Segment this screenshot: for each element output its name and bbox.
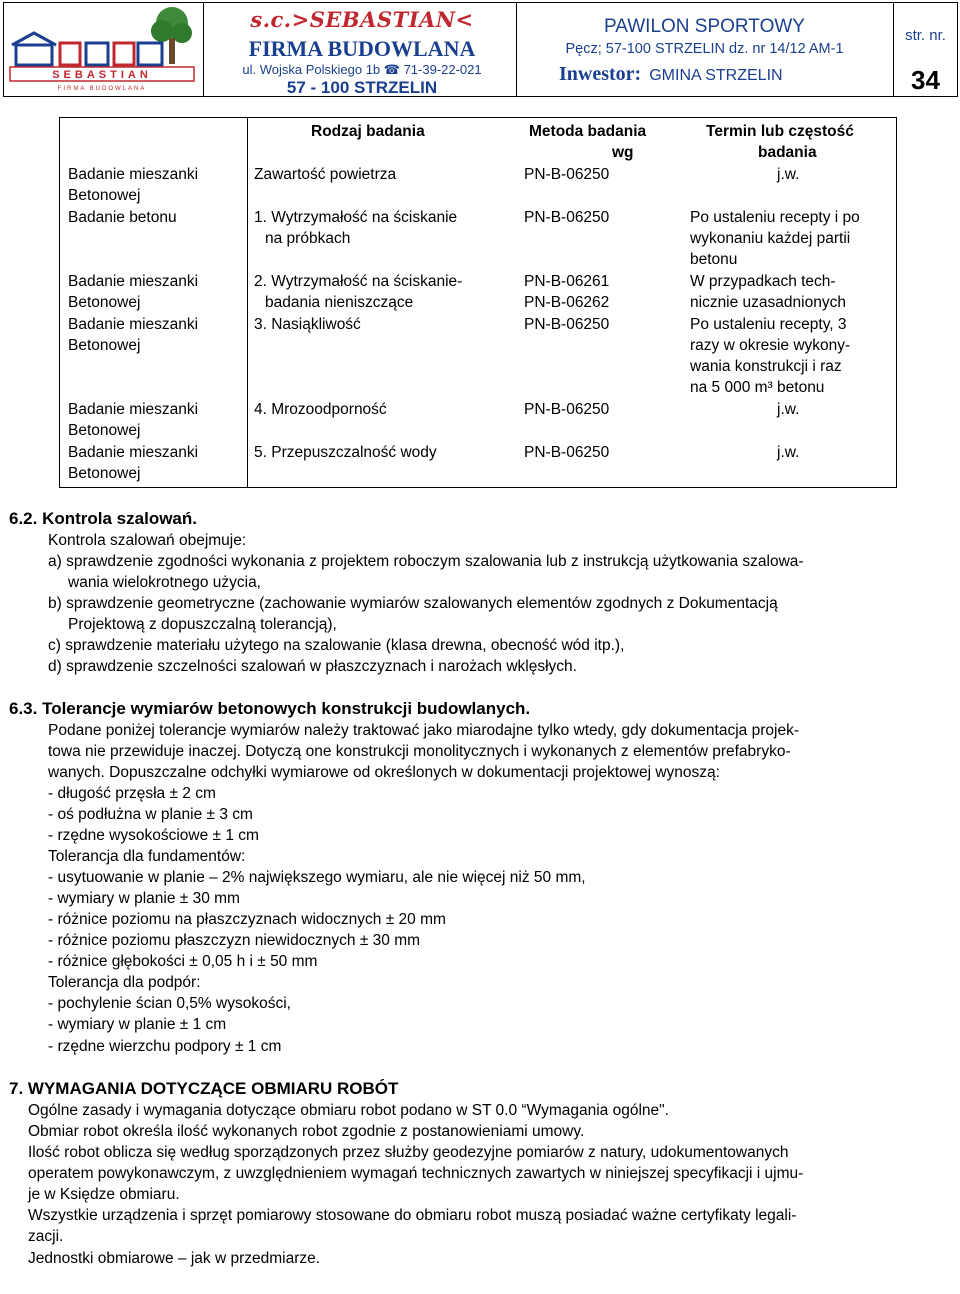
table-cell: Badanie betonu <box>68 209 177 226</box>
table-cell: PN-B-06250 <box>524 316 610 333</box>
table-cell: Betonowej <box>68 337 141 354</box>
paragraph-line: Tolerancja dla fundamentów: <box>48 848 246 865</box>
table-cell: Betonowej <box>68 187 141 204</box>
firm-address: ul. Wojska Polskiego 1b ☎ 71-39-22-021 <box>242 62 482 77</box>
list-item: - pochylenie ścian 0,5% wysokości, <box>48 995 291 1012</box>
list-item: - wymiary w planie ± 1 cm <box>48 1016 227 1033</box>
section-heading: 6.3. Tolerancje wymiarów betonowych konstrukcji budowlanych. <box>9 699 531 718</box>
paragraph-line: operatem powykonawczym, z uwzględnieniem wymagań technicznych zawartych w niniejszej specyfikacji i ujmu- <box>28 1165 804 1182</box>
table-cell: Zawartość powietrza <box>254 166 397 183</box>
table-cell: 2. Wytrzymałość na ściskanie- <box>254 273 463 290</box>
table-cell: Badanie mieszanki <box>68 401 199 418</box>
tests-table <box>59 117 897 488</box>
investor-label: Inwestor: <box>559 63 642 85</box>
paragraph-line: Kontrola szalowań obejmuje: <box>48 532 247 549</box>
project-location: Pęcz; 57-100 STRZELIN dz. nr 14/12 AM-1 <box>565 41 844 57</box>
list-item: - długość przęsła ± 2 cm <box>48 785 216 802</box>
investor <box>559 63 783 86</box>
paragraph-line: je w Księdze obmiaru. <box>28 1186 180 1203</box>
table-cell: na 5 000 m³ betonu <box>690 379 825 396</box>
table-cell: razy w okresie wykony- <box>690 337 851 354</box>
table-cell: badania nieniszczące <box>265 294 414 311</box>
list-item: - różnice głębokości ± 0,05 h i ± 50 mm <box>48 953 318 970</box>
table-cell: 4. Mrozoodporność <box>254 401 387 418</box>
investor-value: GMINA STRZELIN <box>649 67 783 84</box>
header-method: Metoda badania <box>529 123 647 140</box>
paragraph-line: Ilość robot oblicza się według sporządzonych przez służby geodezyjne pomiarów z natury, udokumentowanych <box>28 1144 789 1161</box>
table-cell: W przypadkach tech- <box>690 273 836 290</box>
section-heading: 7. WYMAGANIA DOTYCZĄCE OBMIARU ROBÓT <box>9 1079 399 1098</box>
page-header <box>3 2 958 97</box>
table-cell: na próbkach <box>265 230 351 247</box>
table-cell: Badanie mieszanki <box>68 316 199 333</box>
table-cell: Badanie mieszanki <box>68 166 199 183</box>
table-cell: Badanie mieszanki <box>68 444 199 461</box>
paragraph-line: Projektową z dopuszczalną tolerancją), <box>68 616 337 633</box>
table-cell: wania konstrukcji i raz <box>690 358 842 375</box>
table-cell: PN-B-06250 <box>524 444 610 461</box>
paragraph-line: Jednostki obmiarowe – jak w przedmiarze. <box>28 1250 321 1267</box>
header-term-2: badania <box>758 144 817 161</box>
table-cell: Betonowej <box>68 422 141 439</box>
list-item: - różnice poziomu płaszczyzn niewidocznych ± 30 mm <box>48 932 421 949</box>
section-heading: 6.2. Kontrola szalowań. <box>9 509 197 528</box>
paragraph-line: b) sprawdzenie geometryczne (zachowanie wymiarów szalowanych elementów zgodnych z Dokumentacją <box>48 595 778 612</box>
paragraph-line: Tolerancja dla podpór: <box>48 974 201 991</box>
company-info <box>204 3 517 96</box>
list-item: - różnice poziomu na płaszczyznach widocznych ± 20 mm <box>48 911 446 928</box>
paragraph-line: Ogólne zasady i wymagania dotyczące obmiaru robot podano w ST 0.0 “Wymagania ogólne". <box>28 1102 669 1119</box>
table-cell: Po ustaleniu recepty, 3 <box>690 316 847 333</box>
project-info <box>517 3 894 96</box>
logo-graphic <box>4 3 200 95</box>
brand-name: s.c.>SEBASTIAN< <box>250 7 474 32</box>
firm-name: FIRMA BUDOWLANA <box>248 36 476 61</box>
table-cell: Po ustaleniu recepty i po <box>690 209 860 226</box>
table-cell: PN-B-06261 <box>524 273 610 290</box>
table-cell: PN-B-06262 <box>524 294 610 311</box>
table-cell: PN-B-06250 <box>524 401 610 418</box>
company-logo <box>4 3 204 96</box>
table-cell: wykonaniu każdej partii <box>690 230 851 247</box>
table-cell: 5. Przepuszczalność wody <box>254 444 437 461</box>
table-cell: betonu <box>690 251 738 268</box>
table-cell: 3. Nasiąkliwość <box>254 316 361 333</box>
page-label: str. nr. <box>905 27 946 44</box>
list-item: - wymiary w planie ± 30 mm <box>48 890 240 907</box>
page-number-box <box>894 3 957 96</box>
paragraph-line: Wszystkie urządzenia i sprzęt pomiarowy stosowane do obmiaru robot muszą posiadać ważne certyfikaty legali- <box>28 1207 797 1224</box>
table-cell: nicznie uzasadnionych <box>690 294 846 311</box>
paragraph-line: wania wielokrotnego użycia, <box>68 574 261 591</box>
table-cell: 1. Wytrzymałość na ściskanie <box>254 209 458 226</box>
paragraph-line: zacji. <box>28 1228 64 1245</box>
table-cell: j.w. <box>777 166 800 183</box>
paragraph-line: a) sprawdzenie zgodności wykonania z projektem roboczym szalowania lub z instrukcją użytkowania szalowa- <box>48 553 804 570</box>
firm-city: 57 - 100 STRZELIN <box>286 78 438 97</box>
table-cell: Betonowej <box>68 465 141 482</box>
svg-text:SEBASTIAN: SEBASTIAN <box>52 69 152 81</box>
table-cell: Betonowej <box>68 294 141 311</box>
header-term: Termin lub częstość <box>706 123 854 140</box>
header-kind: Rodzaj badania <box>311 123 425 140</box>
table-cell: PN-B-06250 <box>524 166 610 183</box>
header-method-wg: wg <box>612 144 634 161</box>
table-cell: PN-B-06250 <box>524 209 610 226</box>
svg-text:FIRMA BUDOWLANA: FIRMA BUDOWLANA <box>57 86 147 92</box>
table-cell: j.w. <box>777 444 800 461</box>
list-item: - rzędne wierzchu podpory ± 1 cm <box>48 1038 282 1055</box>
paragraph-line: d) sprawdzenie szczelności szalowań w płaszczyznach i narożach wklęsłych. <box>48 658 577 675</box>
paragraph-line: towa nie przewiduje inaczej. Dotyczą one konstrukcji monolitycznych i wykonanych z elementów prefabryko- <box>48 743 791 760</box>
paragraph-line: Obmiar robot określa ilość wykonanych robot zgodnie z postanowieniami umowy. <box>28 1123 585 1140</box>
page-number: 34 <box>911 65 940 95</box>
table-divider <box>247 118 248 487</box>
table-cell: Badanie mieszanki <box>68 273 199 290</box>
project-title: PAWILON SPORTOWY <box>604 16 805 37</box>
paragraph-line: wanych. Dopuszczalne odchyłki wymiarowe od określonych w dokumentacji projektowej wynoszą: <box>48 764 720 781</box>
list-item: - usytuowanie w planie – 2% największego wymiaru, ale nie więcej niż 50 mm, <box>48 869 586 886</box>
paragraph-line: c) sprawdzenie materiału użytego na szalowanie (klasa drewna, obecność wód itp.), <box>48 637 625 654</box>
table-cell: j.w. <box>777 401 800 418</box>
list-item: - rzędne wysokościowe ± 1 cm <box>48 827 259 844</box>
list-item: - oś podłużna w planie ± 3 cm <box>48 806 253 823</box>
paragraph-line: Podane poniżej tolerancje wymiarów należy traktować jako miarodajne tylko wtedy, gdy dokumentacja projek- <box>48 722 799 739</box>
